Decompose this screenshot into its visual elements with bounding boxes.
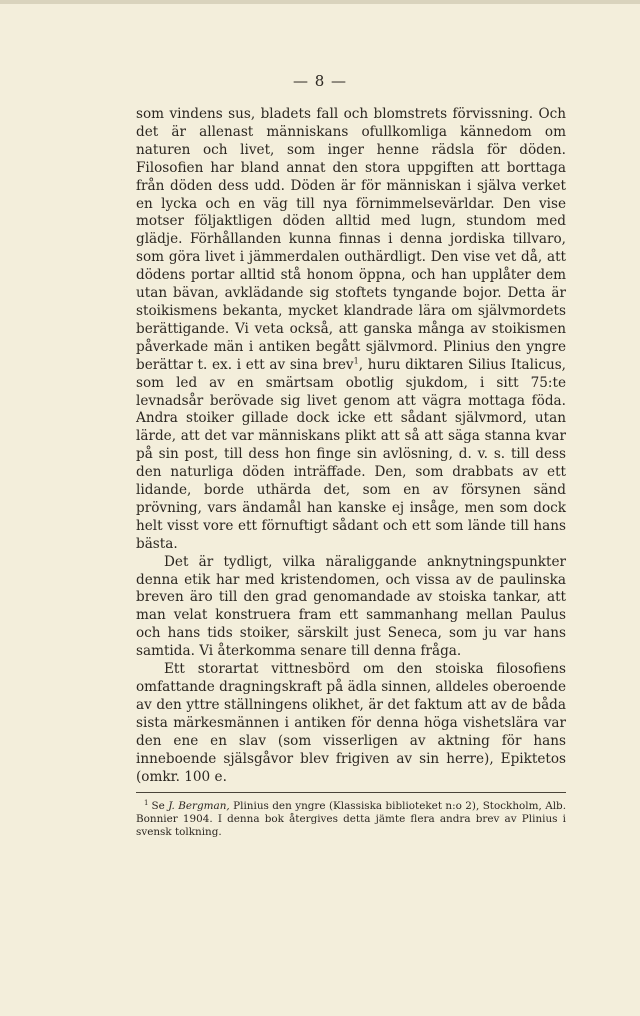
footnote-divider [136, 792, 566, 793]
page-top-edge [0, 0, 640, 4]
page-number: — 8 — [292, 72, 348, 90]
footnote-number: 1 [144, 798, 149, 807]
paragraph-1-part-2: , huru diktaren Silius Italicus, som led av en smärtsam obotlig sjukdom, i sitt 75:te levnadsår berövade sig livet genom att vägra mottaga föda. Andra stoiker gillade dock icke ett sådant självmord, utan lärde, att det var människans plikt att så att säga stanna kvar på sin post, till dess hon finge sin avlösning, d. v. s. till dess den naturliga döden inträffade. Den, som drabbats av ett lidande, borde uthärda det, som en av försynen sänd prövning, vars ändamål han kanske ej insåge, men som dock helt visst vore ett förnuftigt sådant och ett som lände till hans bästa. [136, 356, 567, 552]
paragraph-3: Ett storartat vittnesbörd om den stoiska filosofiens omfattande dragningskraft på ädla sinnen, alldeles oberoende av den yttre ställningens olikhet, är det faktum att av de båda sista märkesmännen i antiken för denna höga vishetslära var den ene en slav (som visserligen av aktning för hans inneboende själsgåvor blev frigiven av sin herre), Epiktetos (omkr. 100 e. [136, 661, 566, 785]
paragraph-2: Det är tydligt, vilka näraliggande anknytningspunkter denna etik har med kristendomen, och vissa av de paulinska breven äro till den grad genomandade av stoiska tankar, att man velat konstruera fram ett sammanhang mellan Paulus och hans tids stoiker, särskilt just Seneca, som ju var hans samtida. Vi återkomma senare till denna fråga. [136, 553, 566, 660]
footnote-author: J. Bergman, [168, 800, 230, 812]
paragraph-1-part-1: som vindens sus, bladets fall och blomstrets förvissning. Och det är allenast människans ofullkomliga kännedom om naturen och livet, som inger henne rädsla för döden. Filosofien har bland annat den stora uppgiften att borttaga från döden dess udd. Döden är för människan i själva verket en lycka och en väg till nya förnimmelsevärldar. Den vise motser följaktligen döden alltid med lugn, stundom med glädje. Förhållanden kunna finnas i denna jordiska tillvaro, som göra livet i jämmerdalen outhärdligt. Den vise vet då, att dödens portar alltid stå honom öppna, och han upplåter dem utan bävan, avklädande sig stoftets tyngande bojor. Detta är stoikismens bekanta, mycket klandrade lära om självmordets berättigande. Vi veta också, att ganska många av stoikismen påverkade män i antiken begått självmord. Plinius den yngre berättar t. ex. i ett av sina brev [136, 106, 566, 373]
paragraph-1 [136, 106, 566, 554]
body-text [136, 106, 566, 786]
footnote-text: Plinius den yngre (Klassiska biblioteket n:o 2), Stockholm, Alb. Bonnier 1904. I denna bok återgives detta jämte flera andra brev av Plinius i svensk tolkning. [136, 800, 566, 838]
footnote-reference: 1 [353, 356, 359, 366]
footnote-prefix: Se [151, 800, 165, 812]
footnote [136, 800, 566, 838]
